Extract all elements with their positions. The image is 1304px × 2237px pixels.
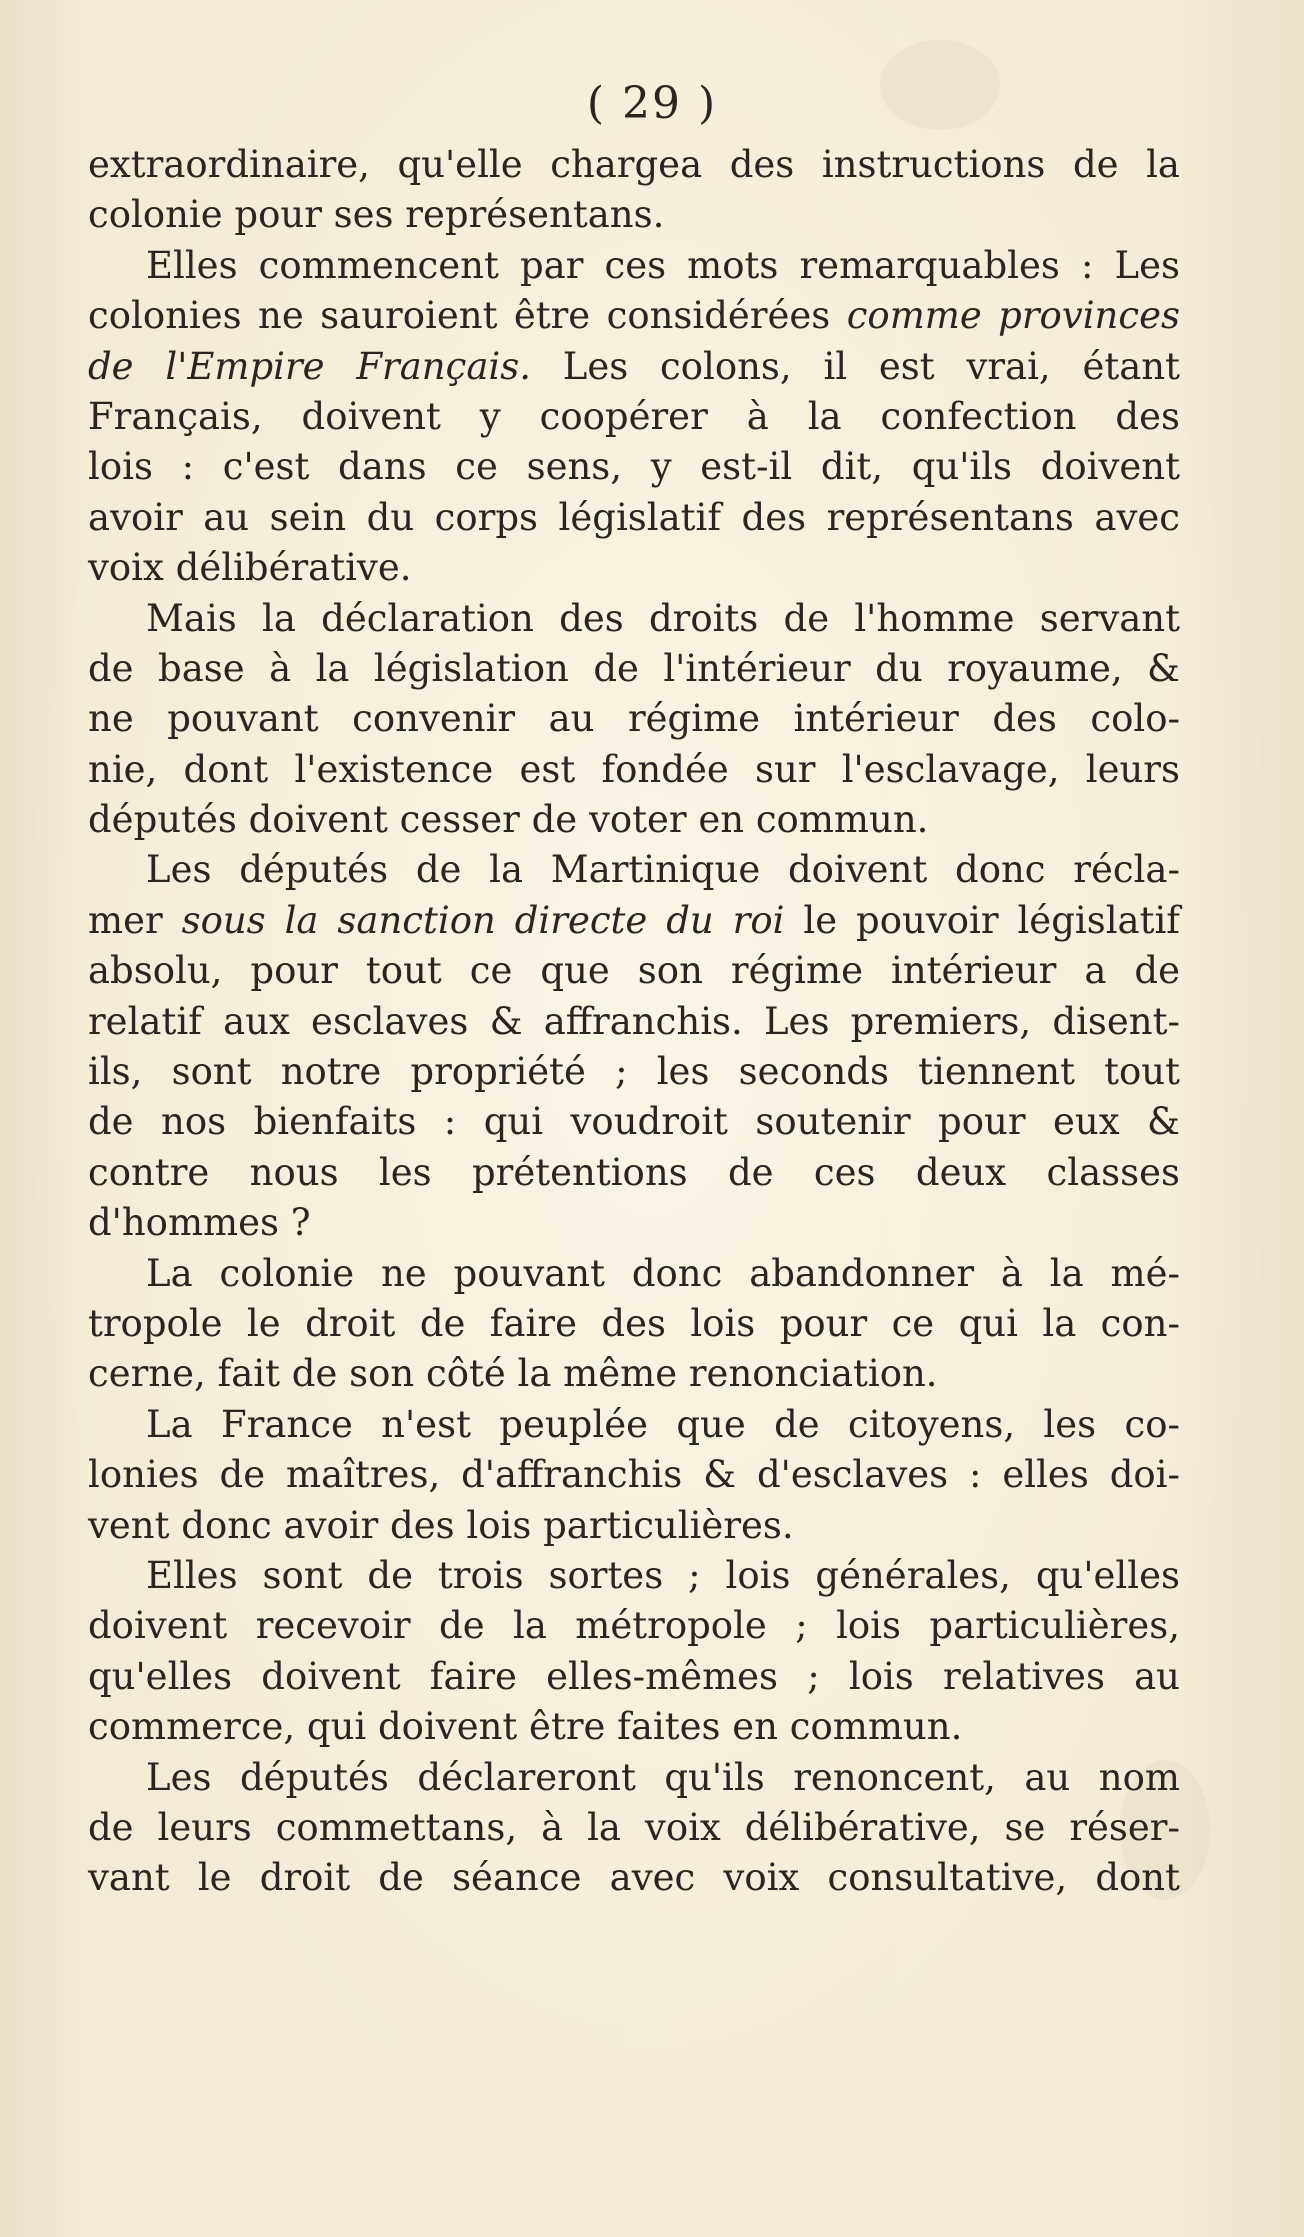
- page-number: ( 29 ): [586, 78, 718, 129]
- italic-segment: comme provinces: [846, 294, 1180, 338]
- italic-segment: sous la sanction directe du roi: [181, 898, 785, 942]
- text-line: La France n'est peuplée que de citoyens, les co-: [146, 1402, 1180, 1446]
- text-segment: Les colons, il est vrai, étant: [530, 344, 1180, 388]
- text-line: doivent recevoir de la métropole ; lois particulières,: [88, 1604, 1180, 1648]
- text-line: relatif aux esclaves & affranchis. Les premiers, disent-: [88, 999, 1180, 1043]
- text-line: avoir au sein du corps législatif des représentans avec: [88, 495, 1180, 539]
- text-line: de leurs commettans, à la voix délibérative, se réser-: [88, 1805, 1180, 1849]
- text-line: Les députés de la Martinique doivent donc récla-: [146, 848, 1180, 892]
- text-line: [88, 896, 1180, 946]
- text-line: de nos bienfaits : qui voudroit soutenir pour eux &: [88, 1100, 1180, 1144]
- text-line: ils, sont notre propriété ; les seconds tiennent tout: [88, 1050, 1180, 1094]
- text-line: absolu, pour tout ce que son régime intérieur a de: [88, 949, 1180, 993]
- text-line: de base à la législation de l'intérieur du royaume, &: [88, 646, 1180, 690]
- text-segment: colonies ne sauroient être considérées: [88, 294, 847, 338]
- text-line: cerne, fait de son côté la même renonciation.: [88, 1352, 938, 1396]
- text-line: lois : c'est dans ce sens, y est-il dit, qu'ils doivent: [88, 445, 1180, 489]
- text-line: d'hommes ?: [88, 1201, 311, 1245]
- text-line: extraordinaire, qu'elle chargea des instructions de la: [88, 143, 1180, 186]
- text-line: Elles commencent par ces mots remarquables : Les: [146, 243, 1180, 287]
- text-line: Mais la déclaration des droits de l'homme servant: [146, 596, 1180, 640]
- text-line: Les députés déclareront qu'ils renoncent, au nom: [146, 1755, 1180, 1799]
- text-line: tropole le droit de faire des lois pour ce qui la con-: [88, 1301, 1180, 1345]
- text-line: contre nous les prétentions de ces deux classes: [88, 1150, 1180, 1194]
- text-segment: mer: [88, 898, 182, 942]
- body-text: [88, 140, 1180, 1904]
- text-line: qu'elles doivent faire elles-mêmes ; lois relatives au: [88, 1654, 1180, 1698]
- text-line: députés doivent cesser de voter en commun.: [88, 798, 929, 842]
- text-line: nie, dont l'existence est fondée sur l'esclavage, leurs: [88, 747, 1180, 791]
- text-segment: le pouvoir législatif: [784, 898, 1180, 942]
- text-line: lonies de maîtres, d'affranchis & d'esclaves : elles doi-: [88, 1453, 1180, 1497]
- italic-segment: de l'Empire Français.: [88, 344, 531, 388]
- text-line: voix délibérative.: [88, 546, 412, 590]
- text-line: vent donc avoir des lois particulières.: [88, 1503, 794, 1547]
- text-line: La colonie ne pouvant donc abandonner à la mé-: [146, 1251, 1180, 1295]
- text-line: vant le droit de séance avec voix consultative, dont: [88, 1856, 1180, 1900]
- text-line: ne pouvant convenir au régime intérieur des colo-: [88, 697, 1180, 741]
- text-line: Français, doivent y coopérer à la confection des: [88, 394, 1180, 438]
- text-line: colonie pour ses représentans.: [88, 193, 665, 237]
- text-line: [88, 291, 1180, 341]
- text-line: Elles sont de trois sortes ; lois générales, qu'elles: [146, 1553, 1180, 1597]
- text-line: [88, 342, 1180, 392]
- text-line: commerce, qui doivent être faites en commun.: [88, 1705, 963, 1749]
